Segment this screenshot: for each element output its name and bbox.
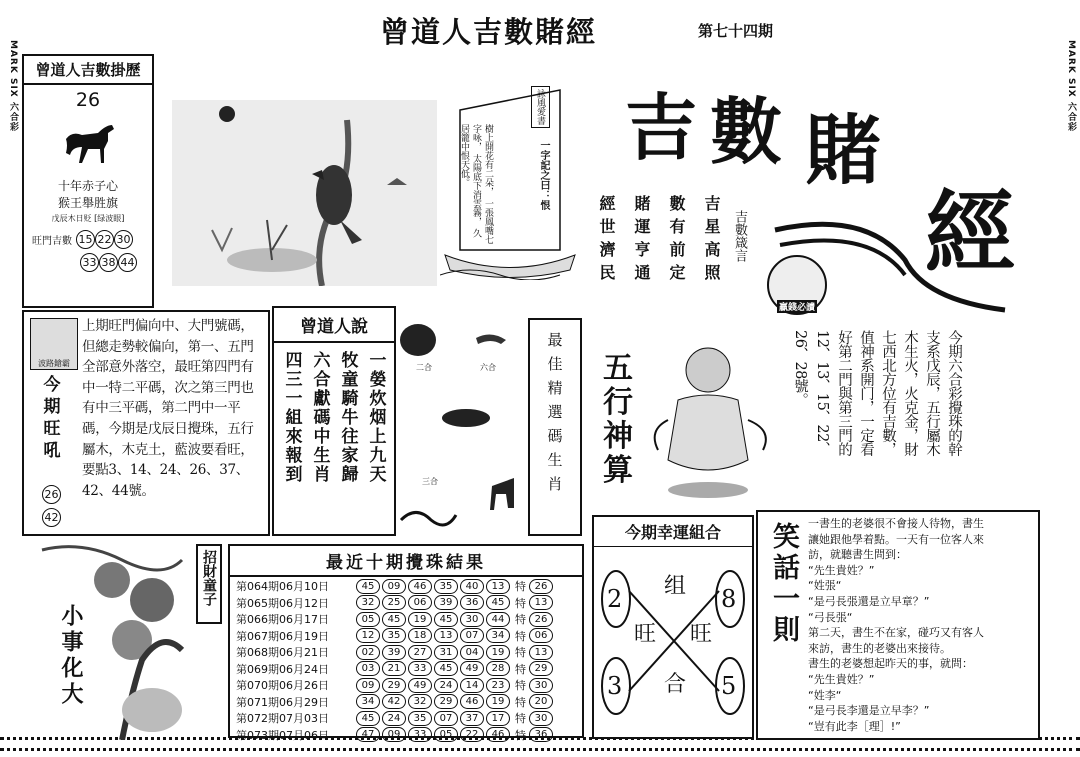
joke-line: “姓李“ — [808, 688, 842, 702]
draw-number: 39 — [382, 645, 406, 660]
joke-text — [808, 516, 1036, 734]
special-number: 30 — [529, 711, 553, 726]
special-label: 特 — [515, 629, 526, 643]
lucky-number: 15 — [76, 230, 95, 249]
special-number: 36 — [529, 727, 553, 742]
page-title: 曾道人吉數賭經 — [380, 15, 598, 49]
joke-line: “先生貴姓？” — [808, 672, 875, 686]
special-number: 26 — [529, 612, 553, 627]
poem-note: 戊辰木日贬 [绿波眼] — [51, 214, 125, 223]
badge — [767, 255, 827, 315]
joke-line: “先生貴姓？” — [808, 563, 875, 577]
special-label: 特 — [515, 580, 526, 594]
draw-number: 47 — [356, 727, 380, 742]
draw-number: 05 — [356, 612, 380, 627]
draw-number: 22 — [460, 727, 484, 742]
draw-number: 23 — [486, 678, 510, 693]
lucky-title: 今期幸運組合 — [594, 517, 752, 547]
period-label: 第064期06月10日 — [236, 580, 329, 594]
lucky-number: 44 — [118, 253, 137, 272]
draw-number: 46 — [408, 579, 432, 594]
draw-number: 46 — [460, 694, 484, 709]
draw-number: 42 — [382, 694, 406, 709]
big-title-char: 數 — [710, 89, 783, 174]
zodiac-vertical-text: 最佳精選碼生肖 — [545, 332, 564, 500]
wave-label — [30, 318, 78, 370]
joke-line: “是弓長李還是立早李？” — [808, 704, 930, 718]
draw-number: 39 — [434, 595, 458, 610]
zodiac-vertical-box — [528, 318, 582, 536]
results-row — [236, 611, 576, 628]
sail-poem-line: 樹上開花有二朵， — [483, 124, 493, 196]
cross-word: 合 — [664, 672, 687, 697]
results-table — [228, 544, 584, 742]
draw-number: 45 — [382, 612, 406, 627]
period-label: 第068期06月21日 — [236, 646, 329, 660]
big-title-char: 賭 — [805, 106, 881, 195]
results-row — [236, 595, 576, 612]
results-row — [236, 710, 576, 727]
zeng-column: 六合獻碼中生肖 — [309, 351, 330, 484]
draw-number: 45 — [434, 661, 458, 676]
verse-column: 經世濟民 — [597, 195, 616, 287]
draw-number: 31 — [434, 645, 458, 660]
sail-poem-line: 太陽底下消雲霧， — [471, 153, 481, 226]
period-label: 第072期07月03日 — [236, 712, 329, 726]
draw-number: 29 — [434, 694, 458, 709]
special-label: 特 — [515, 728, 526, 742]
cross-word: 组 — [664, 574, 687, 599]
draw-number: 21 — [382, 661, 406, 676]
draw-number: 03 — [356, 661, 380, 676]
sail-poem-title: 詠風愛書 — [531, 86, 550, 128]
special-label: 特 — [515, 679, 526, 693]
draw-number: 45 — [434, 612, 458, 627]
five-elements-title: 五行神算 — [603, 351, 633, 488]
draw-number: 19 — [486, 694, 510, 709]
draw-number: 33 — [408, 661, 432, 676]
five-elements-column: 值神系開门，一定看 — [858, 330, 874, 456]
zodiac-panel — [396, 310, 526, 538]
lucky-label: 旺門吉數 — [32, 236, 72, 247]
joke-line: 來訪，書生的老婆出來接待。 — [808, 641, 951, 655]
special-label: 特 — [515, 712, 526, 726]
draw-number: 45 — [356, 579, 380, 594]
draw-number: 45 — [356, 711, 380, 726]
results-row — [236, 661, 576, 678]
results-body — [230, 577, 582, 744]
draw-number: 33 — [408, 727, 432, 742]
trend-circle: 42 — [42, 508, 61, 527]
right-border-text: MARK SIX 六合彩 — [1066, 40, 1076, 132]
lucky-row — [32, 230, 152, 249]
zodiac-label: 六合 — [480, 363, 496, 372]
draw-number: 29 — [382, 678, 406, 693]
draw-number: 49 — [408, 678, 432, 693]
draw-number: 49 — [460, 661, 484, 676]
draw-number: 12 — [356, 628, 380, 643]
joke-line: “是弓長張還是立早章？” — [808, 594, 930, 608]
joke-line: 第二天，書生不在家，碰巧又有客人 — [808, 626, 984, 640]
five-elements-column: 木生火，火克金，財 — [902, 330, 918, 456]
draw-number: 30 — [460, 612, 484, 627]
results-row — [236, 578, 576, 595]
lucky-number: 38 — [99, 253, 118, 272]
draw-number: 35 — [408, 711, 432, 726]
period-label: 第066期06月17日 — [236, 613, 329, 627]
joke-line: “弓長張“ — [808, 610, 853, 624]
draw-number: 07 — [460, 628, 484, 643]
verse-column: 吉星高照 — [702, 195, 721, 287]
big-title-char: 經 — [925, 180, 1015, 286]
wave-label-text: 波路鎗霸 — [38, 359, 70, 368]
special-label: 特 — [515, 613, 526, 627]
left-card — [22, 54, 154, 308]
lucky-number: 30 — [114, 230, 133, 249]
deity-illustration — [648, 340, 778, 500]
bottom-left-art — [22, 540, 222, 740]
draw-number: 34 — [356, 694, 380, 709]
draw-number: 46 — [486, 727, 510, 742]
special-number: 06 — [529, 628, 553, 643]
zeng-column: 牧童騎牛往家歸 — [337, 351, 358, 484]
draw-number: 34 — [486, 628, 510, 643]
joke-line: 書生的老婆想起昨天的事，就問： — [808, 657, 973, 671]
verse-column: 數有前定 — [667, 195, 686, 287]
draw-number: 28 — [486, 661, 510, 676]
issue-number: 第七十四期 — [698, 22, 774, 40]
five-elements-text — [790, 330, 965, 510]
poem-line-1: 十年赤子心 — [57, 179, 118, 193]
tree-illustration — [22, 540, 222, 740]
sail-poem-line: 一張鳳嘴七字咏， — [471, 124, 493, 244]
lucky-number: 5 — [721, 672, 737, 700]
side-label: 吉數箴言 — [732, 210, 747, 262]
five-elements-column: 26、28號。 — [792, 330, 808, 407]
draw-number: 09 — [382, 579, 406, 594]
zeng-box — [272, 306, 396, 536]
draw-number: 19 — [486, 645, 510, 660]
trend-text: 上期旺門偏向中、大門號碼，但總走勢較偏向，第一、五門全部意外落空，最旺第四門有中一特二平碼，次之第三門也有中三平碼，第二門中一平碼，今期是戊辰日攪珠，五行屬木，木克土，藍波要看旺，要點3、14、24、26、37、42、44號。 — [82, 318, 254, 499]
sail-poem — [440, 80, 580, 280]
draw-number: 25 — [382, 595, 406, 610]
horse-icon — [58, 119, 118, 169]
special-label: 特 — [515, 646, 526, 660]
special-number: 30 — [529, 678, 553, 693]
cross-word: 旺 — [634, 622, 657, 647]
badge-label: 贏錢必讀 — [777, 300, 817, 313]
joke-title: 笑話一則 — [768, 522, 799, 646]
left-border-text: MARK SIX 六合彩 — [8, 40, 18, 132]
period-label: 第065期06月12日 — [236, 596, 329, 610]
lucky-row-2 — [80, 253, 152, 272]
motto: 小事化大 — [58, 604, 84, 708]
draw-number: 18 — [408, 628, 432, 643]
trend-circle: 26 — [42, 485, 61, 504]
lucky-number: 3 — [607, 672, 623, 700]
lucky-number: 2 — [607, 585, 623, 613]
draw-number: 44 — [486, 612, 510, 627]
draw-number: 17 — [486, 711, 510, 726]
joke-box — [756, 510, 1040, 740]
joke-line: 讓她跟他學着點。一天有一位客人來 — [808, 532, 984, 546]
draw-number: 14 — [460, 678, 484, 693]
draw-number: 13 — [434, 628, 458, 643]
trend-box — [22, 310, 270, 536]
draw-number: 37 — [460, 711, 484, 726]
period-label: 第073期07月06日 — [236, 728, 329, 742]
plaque-text: 招財童子 — [201, 550, 217, 606]
five-elements-column: 今期六合彩攪珠的幹 — [946, 330, 962, 456]
zeng-column: 四三一組來報到 — [281, 351, 302, 484]
joke-line: 一書生的老婆很不會接人待物，書生 — [808, 517, 984, 530]
special-label: 特 — [515, 695, 526, 709]
period-label: 第067期06月19日 — [236, 629, 329, 643]
draw-number: 35 — [382, 628, 406, 643]
left-card-number: 26 — [75, 89, 101, 111]
draw-number: 05 — [434, 727, 458, 742]
results-row — [236, 644, 576, 661]
draw-number: 35 — [434, 579, 458, 594]
draw-number: 13 — [486, 579, 510, 594]
five-elements-column: 12、13、15、22、 — [814, 330, 830, 456]
special-label: 特 — [515, 662, 526, 676]
draw-number: 36 — [460, 595, 484, 610]
draw-number: 09 — [382, 727, 406, 742]
results-row — [236, 727, 576, 744]
lucky-number: 33 — [80, 253, 99, 272]
riddle-answer: 一字記之曰：恨 — [538, 140, 549, 210]
period-label: 第069期06月24日 — [236, 662, 329, 676]
draw-number: 04 — [460, 645, 484, 660]
joke-line: 訪，就聽書生問到： — [808, 548, 907, 562]
period-label: 第071期06月29日 — [236, 695, 329, 709]
special-number: 13 — [529, 595, 553, 610]
results-row — [236, 677, 576, 694]
big-title-char: 吉 — [625, 85, 698, 170]
draw-number: 02 — [356, 645, 380, 660]
zodiac-label: 二合 — [416, 363, 432, 372]
special-number: 29 — [529, 661, 553, 676]
special-number: 20 — [529, 694, 553, 709]
special-label: 特 — [515, 596, 526, 610]
zeng-columns — [274, 343, 394, 492]
zeng-column: 一嫈炊烟上九天 — [365, 351, 386, 484]
lucky-box — [592, 515, 754, 739]
draw-number: 06 — [408, 595, 432, 610]
special-number: 13 — [529, 645, 553, 660]
results-row — [236, 628, 576, 645]
poem-line-2: 猴王舉胜旗 — [57, 196, 118, 210]
trend-heading: 今期旺吼 — [43, 375, 61, 461]
five-elements-column: 支系戊辰，五行屬木 — [924, 330, 940, 456]
joke-line: “姓張“ — [808, 579, 842, 593]
verse — [595, 195, 723, 287]
draw-number: 24 — [434, 678, 458, 693]
plaque — [196, 544, 222, 624]
joke-line: “豈有此李［理］!” — [808, 719, 901, 733]
left-card-title: 曾道人吉數掛歷 — [24, 56, 152, 85]
draw-number: 32 — [408, 694, 432, 709]
cross-word: 旺 — [690, 622, 713, 647]
five-elements-column: 好第二門與第三門的 — [836, 330, 852, 456]
results-row — [236, 694, 576, 711]
zodiac-label: 三合 — [422, 477, 438, 486]
sail-poem-lines — [458, 124, 494, 244]
results-title: 最近十期攪珠結果 — [230, 546, 582, 577]
zodiac-animals-icon — [396, 310, 526, 538]
draw-number: 09 — [356, 678, 380, 693]
sail-poem-line: 久居籠中恨天低。 — [459, 124, 481, 238]
zeng-title: 曾道人說 — [274, 308, 394, 343]
draw-number: 32 — [356, 595, 380, 610]
lucky-number: 8 — [721, 585, 737, 613]
bird-illustration — [172, 100, 437, 286]
draw-number: 40 — [460, 579, 484, 594]
five-elements-column: 七西北方位有吉數， — [880, 330, 896, 456]
lucky-number: 22 — [95, 230, 114, 249]
draw-number: 24 — [382, 711, 406, 726]
draw-number: 19 — [408, 612, 432, 627]
draw-number: 45 — [486, 595, 510, 610]
verse-column: 賭運亨通 — [632, 195, 651, 287]
draw-number: 27 — [408, 645, 432, 660]
draw-number: 07 — [434, 711, 458, 726]
period-label: 第070期06月26日 — [236, 679, 329, 693]
special-number: 26 — [529, 579, 553, 594]
